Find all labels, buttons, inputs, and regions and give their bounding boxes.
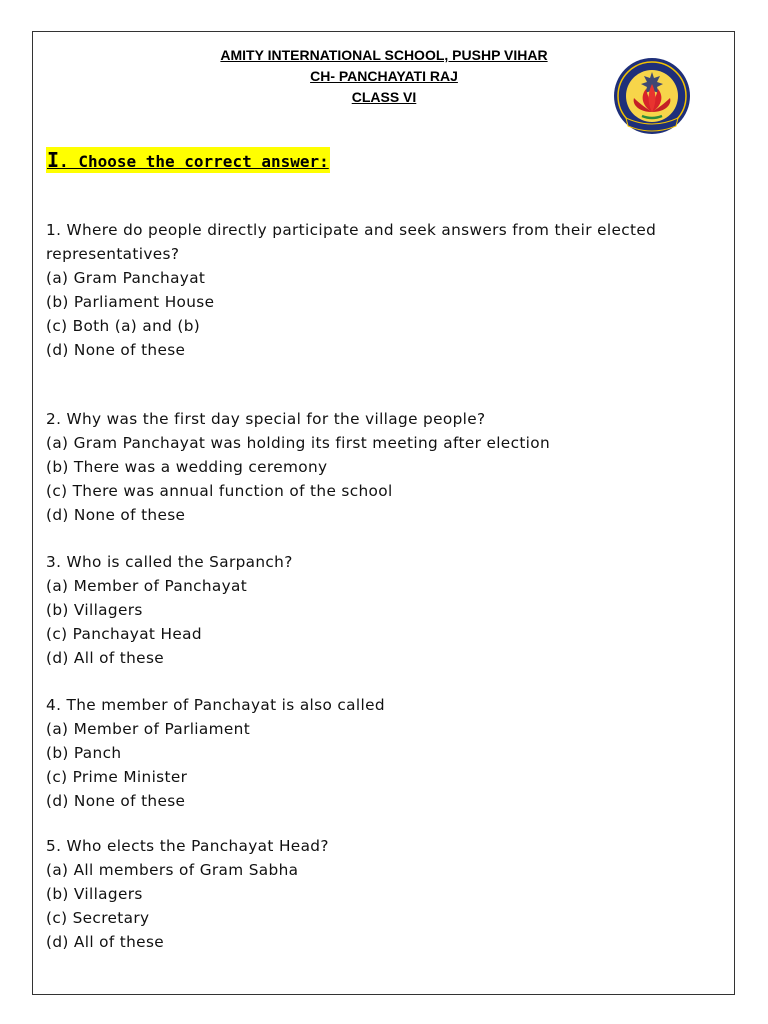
option-a: (a) All members of Gram Sabha	[46, 861, 299, 879]
option-a: (a) Member of Panchayat	[46, 577, 248, 595]
question-text: 5. Who elects the Panchayat Head?	[46, 837, 329, 855]
question-text: 1. Where do people directly participate and seek answers from their elected	[46, 221, 657, 239]
option-b: (b) Parliament House	[46, 293, 215, 311]
question-1	[46, 218, 706, 362]
option-b: (b) Villagers	[46, 601, 143, 619]
school-name: AMITY INTERNATIONAL SCHOOL, PUSHP VIHAR	[220, 47, 548, 63]
option-d: (d) All of these	[46, 649, 165, 667]
section-heading	[46, 147, 330, 173]
option-c: (c) Prime Minister	[46, 768, 188, 786]
option-c: (c) Panchayat Head	[46, 625, 202, 643]
question-3	[46, 550, 706, 670]
question-text: 2. Why was the first day special for the village people?	[46, 410, 486, 428]
option-d: (d) All of these	[46, 933, 165, 951]
school-crest-lotus-icon	[612, 56, 692, 136]
option-d: (d) None of these	[46, 341, 186, 359]
section-title-text: . Choose the correct answer:	[59, 152, 329, 171]
option-b: (b) There was a wedding ceremony	[46, 458, 328, 476]
option-c: (c) Secretary	[46, 909, 150, 927]
question-5	[46, 834, 706, 954]
option-c: (c) Both (a) and (b)	[46, 317, 201, 335]
question-4	[46, 693, 706, 813]
question-text: 4. The member of Panchayat is also called	[46, 696, 385, 714]
question-text: 3. Who is called the Sarpanch?	[46, 553, 293, 571]
option-d: (d) None of these	[46, 792, 186, 810]
option-b: (b) Villagers	[46, 885, 143, 903]
option-d: (d) None of these	[46, 506, 186, 524]
option-a: (a) Member of Parliament	[46, 720, 251, 738]
question-text: representatives?	[46, 245, 180, 263]
class-label: CLASS VI	[351, 89, 417, 105]
section-number: I	[47, 148, 60, 172]
option-b: (b) Panch	[46, 744, 122, 762]
chapter-title: CH- PANCHAYATI RAJ	[310, 68, 458, 84]
option-c: (c) There was annual function of the school	[46, 482, 393, 500]
option-a: (a) Gram Panchayat was holding its first meeting after election	[46, 434, 551, 452]
option-a: (a) Gram Panchayat	[46, 269, 206, 287]
question-2	[46, 407, 706, 527]
